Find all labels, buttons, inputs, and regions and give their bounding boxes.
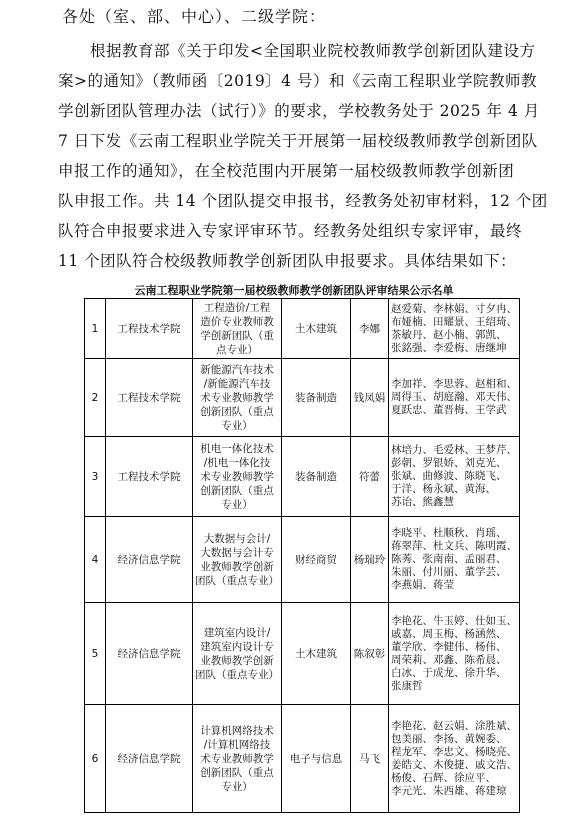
body-line: 根据教育部《关于印发<全国职业院校教师教学创新团队建设方 [90,42,536,60]
category-cell: 土木建筑 [282,603,351,705]
college-cell: 工程技术学院 [106,437,193,517]
team-name-cell [193,517,282,603]
team-name-line: 业教师教学创新 [200,560,274,573]
table-row [85,603,520,705]
team-name-cell [193,299,282,359]
team-name-line: /机电一体化技 [203,456,271,469]
members-line: 茶敏丹、赵小楠、郭凯、 [391,328,507,341]
team-name-line: 专业） [221,780,253,793]
team-name-cell [193,359,282,437]
row-number: 3 [85,437,106,517]
members-cell [389,299,520,359]
college-cell: 经济信息学院 [106,603,193,705]
team-name-line: 新能源汽车技术 [200,363,274,376]
members-line: 周荣莉、邓鑫、陈希晨、 [391,653,507,666]
body-line: 案>的通知》（教师函〔2019〕4 号）和《云南工程职业学院教师教 [58,72,537,90]
team-name-line: 术专业教师教学 [200,391,274,404]
members-line: 李加祥、李思蓉、赵相和、 [391,378,517,390]
team-name-line: 大数据与会计/ [203,532,271,545]
table-row [85,437,520,517]
team-name-line: 计算机网络技术 [200,724,274,737]
team-name-cell [193,603,282,705]
members-line: 赵爱菊、李林娟、寸夕冉、 [391,302,517,315]
members-line: 彭朝、罗银娇、刘克光、 [391,457,507,469]
category-cell: 装备制造 [282,359,351,437]
members-line: 李艳花、牛玉婷、仕如玉、 [391,614,517,627]
body-paragraph [58,36,548,276]
category-cell: 电子与信息 [282,705,351,813]
table-title: 云南工程职业学院第一届校级教师教学创新团队评审结果公示名单 [134,284,454,297]
members-line: 夏跃忠、董晋梅、王学武 [391,404,507,416]
team-name-line: 团队（重点专业） [195,668,279,681]
members-line: 李燕娟、蒋莹 [391,579,454,591]
results-table [84,298,520,813]
leader-cell: 符蕾 [351,437,389,517]
team-name-line: 专业） [221,498,253,511]
members-line: 布娅楠、田耀景、王绍琦、 [391,315,517,328]
members-cell [389,603,520,705]
team-name-line: 创新团队（重点 [200,484,274,497]
salutation: 各处（室、部、中心）、二级学院： [62,7,327,26]
team-name-line: 建筑室内设计/ [203,626,271,639]
members-cell [389,705,520,813]
team-name-line: 业教师教学创新 [200,654,274,667]
category-cell: 土木建筑 [282,299,351,359]
table-row [85,359,520,437]
members-line: 朱丽、付川丽、董学芸、 [391,566,507,578]
row-number: 2 [85,359,106,437]
members-line: 张斌、曲修波、陈晓飞、 [391,470,507,482]
members-line: 陈莠、张南南、孟丽君、 [391,553,507,565]
team-name-cell [193,437,282,517]
team-name-line: 大数据与会计专 [200,546,274,559]
body-line: 队符合申报要求进入专家评审环节。经教务处组织专家评审，最终 [58,222,523,240]
leader-cell: 李娜 [351,299,389,359]
row-number: 5 [85,603,106,705]
college-cell: 经济信息学院 [106,705,193,813]
table-row [85,517,520,603]
members-line: 林培力、毛爱林、王梦芹、 [391,444,517,456]
team-name-line: 工程造价/工程 [203,301,271,314]
team-name-line: /计算机网络技 [203,738,271,751]
members-line: 蒋翠萍、杜文兵、陈明霞、 [391,540,517,552]
team-name-line: 创新团队（重点 [200,766,274,779]
team-name-line: 建筑室内设计专 [200,640,274,653]
members-line: 张康哲 [391,679,423,692]
members-line: 李艳花、赵云娟、涂胜斌、 [391,719,517,732]
leader-cell: 杨瑞玲 [351,517,389,603]
body-line: 11 个团队符合校级教师教学创新团队申报要求。具体结果如下： [58,252,517,270]
body-line: 申报工作的通知》，在全校范围内开展第一届校级教师教学创新团 [58,162,515,180]
team-name-line: 团队（重点专业） [195,574,279,587]
members-cell [389,437,520,517]
team-name-line: 术专业教师教学 [200,752,274,765]
team-name-line: 造价专业教师教 [200,315,274,328]
team-name-cell [193,705,282,813]
team-name-line: 学创新团队（重 [200,329,274,342]
leader-cell: 钱凤娟 [351,359,389,437]
members-line: 李元光、朱西雄、蒋建琼 [391,784,507,797]
row-number: 1 [85,299,106,359]
college-cell: 经济信息学院 [106,517,193,603]
members-line: 白冰、于成龙、徐升华、 [391,666,507,679]
team-name-line: 专业） [221,419,253,432]
members-line: 姜皓文、木俊捷、戚文浩、 [391,758,517,771]
body-line: 队申报工作。共 14 个团队提交申报书，经教务处初审材料，12 个团 [58,192,548,210]
table-row [85,705,520,813]
members-line: 董学欣、李健伟、杨伟、 [391,640,507,653]
members-line: 周得玉、胡庭瀚、邓天伟、 [391,391,517,403]
members-line: 杨俊、石辉、徐应平、 [391,771,496,784]
category-cell: 财经商贸 [282,517,351,603]
team-name-line: 点专业） [216,343,258,356]
members-line: 包美丽、李扬、黄婉委、 [391,732,507,745]
team-name-line: 创新团队（重点 [200,405,274,418]
members-cell [389,517,520,603]
leader-cell: 马飞 [351,705,389,813]
row-number: 6 [85,705,106,813]
members-line: 李晓平、杜顺秋、肖瑶、 [391,527,507,539]
college-cell: 工程技术学院 [106,359,193,437]
members-line: 程龙军、李忠文、杨晓亮、 [391,745,517,758]
category-cell: 装备制造 [282,437,351,517]
team-name-line: 机电一体化技术 [200,442,274,455]
college-cell: 工程技术学院 [106,299,193,359]
team-name-line: /新能源汽车技 [203,377,271,390]
body-line: 7 日下发《云南工程职业学院关于开展第一届校级教师教学创新团队 [58,132,538,150]
team-name-line: 术专业教师教学 [200,470,274,483]
row-number: 4 [85,517,106,603]
members-line: 戚嘉、周玉梅、杨涵然、 [391,627,507,640]
members-line: 苏诒、熊鑫慧 [391,496,454,508]
members-line: 于洋、杨永斌、黄海、 [391,483,496,495]
body-line: 学创新团队管理办法（试行）》的要求，学校教务处于 2025 年 4 月 [58,102,540,120]
members-cell [389,359,520,437]
table-row [85,299,520,359]
members-line: 张銘强、李爱梅、唐继坤 [391,341,507,354]
leader-cell: 陈叙彰 [351,603,389,705]
